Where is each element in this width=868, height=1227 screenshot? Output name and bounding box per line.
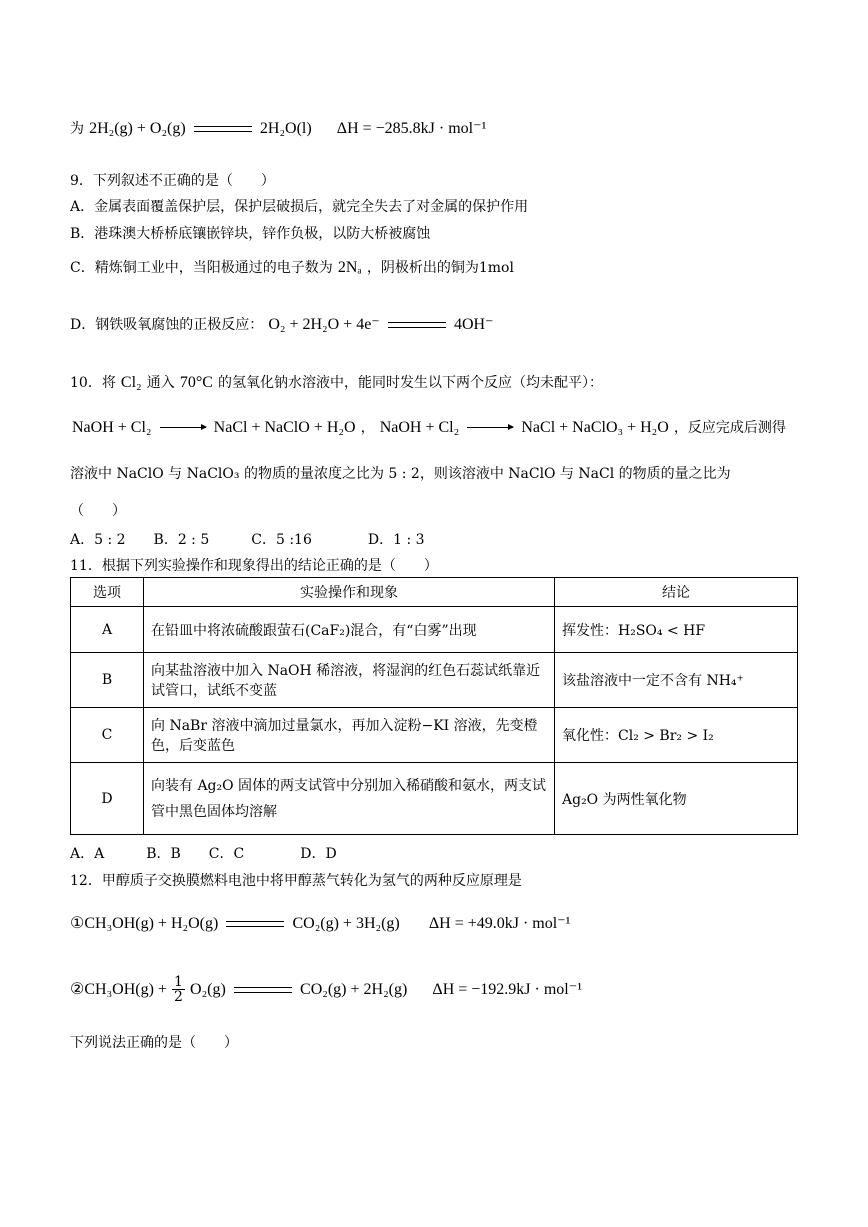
equation-enthalpy: ΔH = −285.8kJ · mol⁻¹ xyxy=(336,120,487,137)
table-header-row xyxy=(71,578,798,607)
arrow-icon xyxy=(467,427,513,428)
row-option: B xyxy=(71,653,144,708)
fraction-one-half xyxy=(172,975,185,1004)
q11-options: A．A B．B C．C D．D xyxy=(70,846,337,862)
q10-stem xyxy=(70,372,603,392)
q10-line2-tail: ，反应完成后测得 xyxy=(673,420,786,436)
q9-option-a: A．金属表面覆盖保护层，保护层破损后，就完全失去了对金属的保护作用 xyxy=(70,199,529,215)
row-operation: 向某盐溶液中加入 NaOH 稀溶液，将湿润的红色石蕊试纸靠近试管口，试纸不变蓝 xyxy=(144,653,555,708)
separator: ， xyxy=(360,420,375,436)
eq2-lhs-b: O₂(g) xyxy=(190,981,226,998)
equation-lhs: 2H₂(g) + O₂(g) xyxy=(89,120,186,137)
reaction1-rhs: NaCl + NaClO + H₂O xyxy=(213,419,356,436)
row-option: C xyxy=(71,708,144,763)
table-row xyxy=(71,653,798,708)
eq2-lhs-a: ②CH₃OH(g) + xyxy=(70,981,167,998)
q12-tail: 下列说法正确的是（ ） xyxy=(70,1035,238,1051)
q9-option-b: B．港珠澳大桥桥底镶嵌锌块，锌作负极，以防大桥被腐蚀 xyxy=(70,226,431,242)
q12-stem: 12．甲醇质子交换膜燃料电池中将甲醇蒸气转化为氢气的两种反应原理是 xyxy=(70,873,522,889)
eq2-enthalpy: ΔH = −192.9kJ · mol⁻¹ xyxy=(432,981,582,998)
arrow-icon xyxy=(160,427,206,428)
q10-options: A．5 : 2 B．2 : 5 C．5 :16 D．1 : 3 xyxy=(70,532,425,548)
table-row xyxy=(71,607,798,653)
q9-option-d xyxy=(70,314,494,334)
eq1-lhs: ①CH₃OH(g) + H₂O(g) xyxy=(70,915,219,932)
q9-option-c xyxy=(70,257,514,277)
q10-cl2: Cl₂ xyxy=(120,374,142,391)
col-header-conclusion: 结论 xyxy=(555,578,798,607)
row-conclusion: 氧化性：Cl₂ > Br₂ > I₂ xyxy=(555,708,798,763)
row-conclusion: 该盐溶液中一定不含有 NH₄⁺ xyxy=(555,653,798,708)
q12-equation-1 xyxy=(70,913,570,933)
q10-line3: 溶液中 NaClO 与 NaClO₃ 的物质的量浓度之比为 5 : 2，则该溶液中 NaClO 与 NaCl 的物质的量之比为 xyxy=(70,466,731,482)
q10-reactions xyxy=(72,417,786,437)
q10-temperature: 70°C xyxy=(179,374,213,391)
fraction-denominator: 2 xyxy=(174,989,183,1005)
table-row xyxy=(71,708,798,763)
eq2-rhs: CO₂(g) + 2H₂(g) xyxy=(300,981,408,998)
reaction1-lhs: NaOH + Cl₂ xyxy=(72,419,152,436)
q10-stem-tail: 的氢氧化钠水溶液中，能同时发生以下两个反应（均未配平）： xyxy=(217,375,603,391)
q9-c-tail: ，阴极析出的铜为1mol xyxy=(366,260,514,276)
row-option: A xyxy=(71,607,144,653)
q10-stem-mid: 通入 xyxy=(146,375,175,391)
q9-c-text: C．精炼铜工业中，当阳极通过的电子数为 xyxy=(70,260,333,276)
col-header-operation: 实验操作和现象 xyxy=(144,578,555,607)
row-operation: 在铅皿中将浓硫酸跟萤石(CaF₂)混合，有“白雾”出现 xyxy=(144,607,555,653)
q9-d-lhs: O₂ + 2H₂O + 4e⁻ xyxy=(268,316,380,333)
col-header-option: 选项 xyxy=(71,578,144,607)
q10-stem-text: 10．将 xyxy=(70,375,116,391)
row-operation: 向装有 Ag₂O 固体的两支试管中分别加入稀硝酸和氨水，两支试管中黑色固体均溶解 xyxy=(144,763,555,835)
q11-table xyxy=(70,577,798,835)
row-option: D xyxy=(71,763,144,835)
fraction-numerator: 1 xyxy=(174,974,183,990)
q9-c-math: 2Nₐ xyxy=(337,259,362,276)
reaction2-lhs: NaOH + Cl₂ xyxy=(379,419,460,436)
eq1-rhs: CO₂(g) + 3H₂(g) xyxy=(292,915,400,932)
row-operation: 向 NaBr 溶液中滴加过量氯水，再加入淀粉−KI 溶液，先变橙色，后变蓝色 xyxy=(144,708,555,763)
row-conclusion: 挥发性：H₂SO₄ < HF xyxy=(555,607,798,653)
row-conclusion: Ag₂O 为两性氧化物 xyxy=(555,763,798,835)
equation-rhs: 2H₂O(l) xyxy=(259,120,312,137)
q10-paren: （ ） xyxy=(70,503,126,519)
q11-stem: 11．根据下列实验操作和现象得出的结论正确的是（ ） xyxy=(70,558,438,574)
q12-equation-2 xyxy=(70,975,582,1004)
q9-d-rhs: 4OH⁻ xyxy=(453,316,494,333)
equation-prefix: 为 xyxy=(70,121,84,137)
equals-sign xyxy=(388,322,446,328)
eq1-enthalpy: ΔH = +49.0kJ · mol⁻¹ xyxy=(428,915,571,932)
reaction2-rhs: NaCl + NaClO₃ + H₂O xyxy=(521,419,669,436)
q9-d-text: D．钢铁吸氧腐蚀的正极反应： xyxy=(70,317,264,333)
equals-sign xyxy=(226,921,284,927)
table-row xyxy=(71,763,798,835)
q9-stem: 9．下列叙述不正确的是（ ） xyxy=(70,173,275,189)
equals-sign xyxy=(234,987,292,993)
equals-sign xyxy=(194,126,252,132)
equation-line xyxy=(70,118,486,138)
